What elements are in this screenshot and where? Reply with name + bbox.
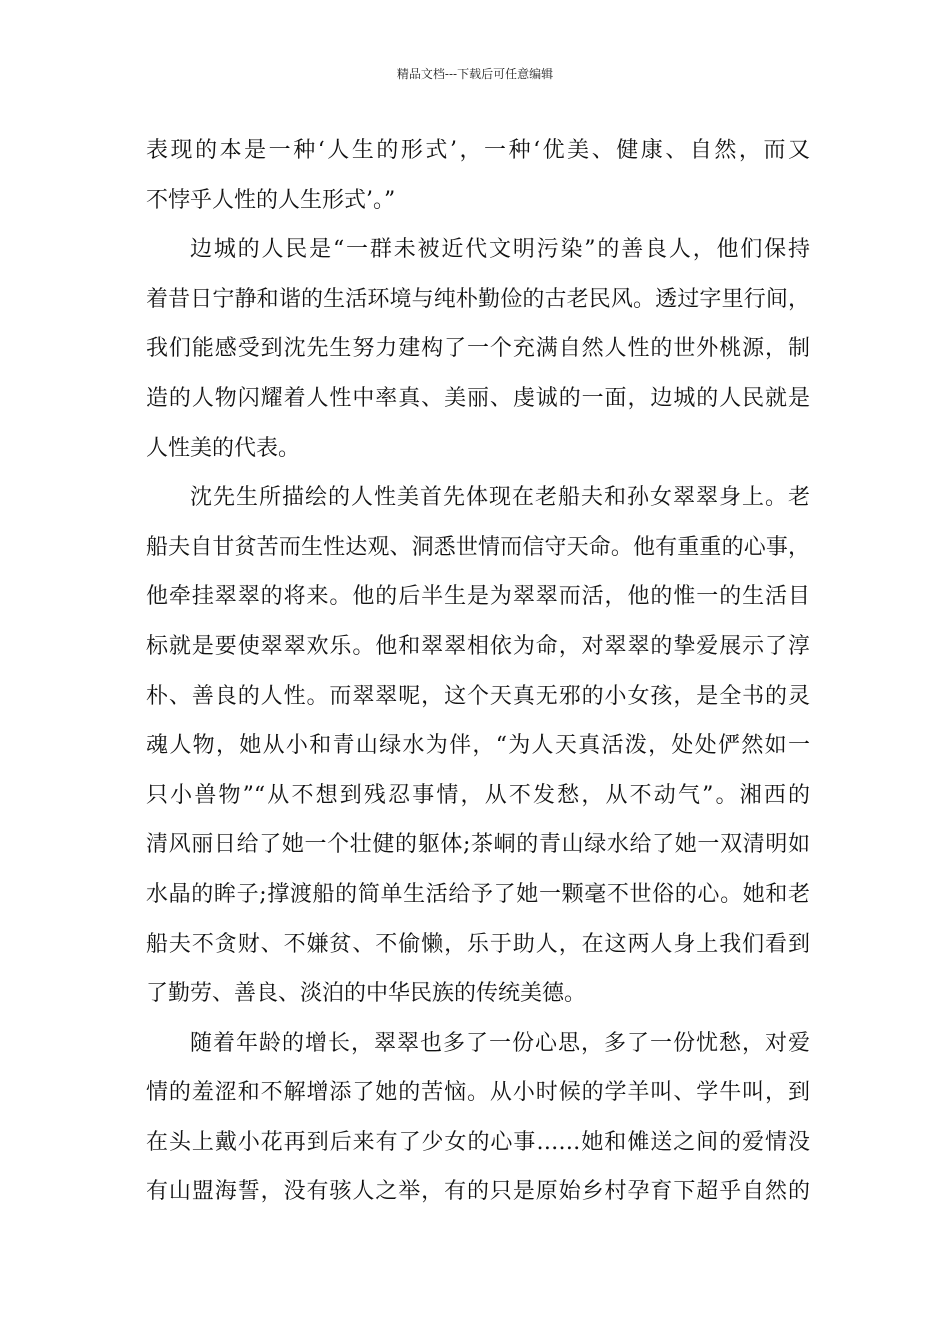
text-line: 着昔日宁静和谐的生活环境与纯朴勤俭的古老民风。透过字里行间， bbox=[146, 286, 810, 312]
paragraph-2 bbox=[146, 225, 810, 473]
text-line: 不悖乎人性的人生形式’。” bbox=[146, 187, 396, 213]
text-line: 船夫不贪财、不嫌贫、不偷懒，乐于助人，在这两人身上我们看到 bbox=[146, 931, 810, 957]
paragraph-3 bbox=[146, 473, 810, 1019]
text-line: 在头上戴小花再到后来有了少女的心事……她和傩送之间的爱情没 bbox=[146, 1129, 810, 1155]
text-line: 朴、善良的人性。而翠翠呢，这个天真无邪的小女孩，是全书的灵 bbox=[146, 683, 810, 709]
text-line: 只小兽物”“从不想到残忍事情，从不发愁，从不动气”。湘西的 bbox=[146, 782, 810, 808]
text-line: 他牵挂翠翠的将来。他的后半生是为翠翠而活，他的惟一的生活目 bbox=[146, 584, 810, 610]
text-line: 有山盟海誓，没有骇人之举，有的只是原始乡村孕育下超乎自然的 bbox=[146, 1179, 810, 1205]
text-line: 随着年龄的增长，翠翠也多了一份心思，多了一份忧愁，对爱 bbox=[190, 1030, 810, 1056]
text-line: 造的人物闪耀着人性中率真、美丽、虔诚的一面，边城的人民就是 bbox=[146, 385, 810, 411]
text-line: 魂人物，她从小和青山绿水为伴，“为人天真活泼，处处俨然如一 bbox=[146, 733, 810, 759]
text-line: 船夫自甘贫苦而生性达观、洞悉世情而信守天命。他有重重的心事， bbox=[146, 534, 810, 560]
page-header: 精品文档---下载后可任意编辑 bbox=[396, 67, 554, 81]
text-line: 水晶的眸子;撑渡船的简单生活给予了她一颗毫不世俗的心。她和老 bbox=[146, 881, 810, 907]
text-line: 我们能感受到沈先生努力建构了一个充满自然人性的世外桃源，制 bbox=[146, 336, 810, 362]
text-line: 沈先生所描绘的人性美首先体现在老船夫和孙女翠翠身上。老 bbox=[190, 485, 810, 511]
text-line: 情的羞涩和不解增添了她的苦恼。从小时候的学羊叫、学牛叫，到 bbox=[146, 1080, 810, 1106]
paragraph-4 bbox=[146, 1019, 810, 1217]
paragraph-1 bbox=[146, 126, 810, 225]
body-text bbox=[146, 126, 810, 1217]
text-line: 人性美的代表。 bbox=[146, 435, 301, 461]
text-line: 表现的本是一种‘人生的形式’，一种‘优美、健康、自然，而又 bbox=[146, 138, 810, 163]
text-line: 标就是要使翠翠欢乐。他和翠翠相依为命，对翠翠的挚爱展示了淳 bbox=[146, 633, 810, 659]
text-line: 边城的人民是“一群未被近代文明污染”的善良人，他们保持 bbox=[190, 237, 810, 263]
text-line: 了勤劳、善良、淡泊的中华民族的传统美德。 bbox=[146, 981, 587, 1007]
text-line: 清风丽日给了她一个壮健的躯体;茶峒的青山绿水给了她一双清明如 bbox=[146, 832, 810, 858]
